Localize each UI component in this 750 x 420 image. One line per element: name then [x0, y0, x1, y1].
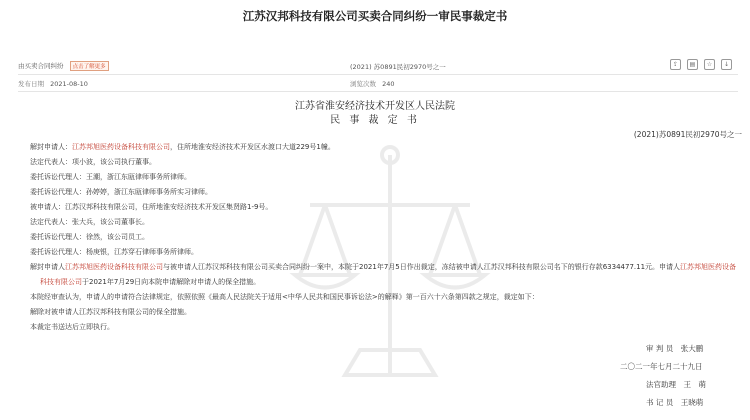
page-title: 江苏汉邦科技有限公司买卖合同纠纷一审民事裁定书	[242, 9, 508, 23]
body-line	[30, 260, 742, 290]
body-line: 本院经审查认为，申请人的申请符合法律规定，依照依照《最高人民法院关于适用<中华人民共和国民事诉讼法>的解释》第一百六十六条第四款之规定，裁定如下：	[30, 293, 539, 301]
toolbar	[670, 59, 732, 70]
body-line: 法定代表人：项小波，该公司执行董事。	[30, 158, 156, 166]
divider	[18, 91, 738, 92]
meta-cause	[18, 61, 109, 71]
meta-case-number	[350, 62, 446, 71]
body-line	[30, 140, 742, 155]
body-text: ，住所地淮安经济技术开发区水渡口大道229号1幢。	[170, 143, 335, 151]
view-count-label: 浏览次数	[350, 79, 376, 88]
publish-date-value: 2021-08-10	[50, 79, 88, 88]
body-line: 解除对被申请人江苏汉邦科技有限公司的保全措施。	[30, 308, 191, 316]
meta-publish-date	[18, 79, 88, 88]
print-icon[interactable]: ▤	[687, 59, 698, 70]
meta-row-cause	[18, 59, 738, 73]
body-text: 与被申请人江苏汉邦科技有限公司买卖合同纠纷一案中，本院于2021年7月5日作出裁定，冻结被申请人江苏汉邦科技有限公司名下的银行存款6334477.11元。申请人	[163, 263, 681, 271]
clerk-signature: 书 记 员 王晓萌	[646, 398, 704, 407]
meta-row-date	[18, 76, 738, 90]
share-icon[interactable]: ⇪	[670, 59, 681, 70]
body-text: 于2021年7月29日向本院申请解除对申请人的保全措施。	[82, 278, 261, 286]
party-highlight[interactable]: 江苏邦旭医药设备科技有限公司	[65, 263, 163, 271]
document-body	[30, 140, 742, 335]
body-text: 解封申请人：	[30, 143, 72, 151]
assistant-signature: 法官助理 王 萌	[646, 380, 706, 389]
meta-case-number-value: (2021) 苏0891民初2970号之一	[350, 62, 446, 71]
body-line: 法定代表人：张大兵，该公司董事长。	[30, 218, 149, 226]
learn-more-tag[interactable]: 点击了解更多	[70, 61, 109, 71]
body-line: 委托诉讼代理人：孙婷婷，浙江东瓯律师事务所实习律师。	[30, 188, 212, 196]
view-count-value: 240	[382, 79, 395, 88]
body-line: 委托诉讼代理人：徐然，该公司员工。	[30, 233, 149, 241]
party-highlight[interactable]: 江苏邦旭医药设备科技有限公司	[72, 143, 170, 151]
ruling-date: 二〇二一年七月二十九日	[620, 362, 703, 371]
body-line: 被申请人：江苏汉邦科技有限公司，住所地淮安经济技术开发区集贤路1-9号。	[30, 203, 273, 211]
meta-cause-value: 由买卖合同纠纷	[18, 62, 64, 70]
meta-view-count	[350, 79, 395, 88]
party-highlight[interactable]: 江苏邦旭医药设备科技有限公司	[40, 263, 737, 286]
body-line: 委托诉讼代理人：王潮，浙江东瓯律师事务所律师。	[30, 173, 191, 181]
download-icon[interactable]: ↓	[721, 59, 732, 70]
body-text: 解封申请人	[30, 263, 65, 271]
divider	[18, 74, 738, 75]
publish-date-label: 发布日期	[18, 79, 44, 88]
judge-signature: 审 判 员 张大鹏	[646, 344, 704, 353]
body-line: 本裁定书送达后立即执行。	[30, 323, 114, 331]
body-line: 委托诉讼代理人：杨庚银，江苏穿石律师事务所律师。	[30, 248, 198, 256]
document-type: 民 事 裁 定 书	[330, 115, 420, 126]
case-number: (2021)苏0891民初2970号之一	[633, 130, 742, 139]
star-icon[interactable]: ☆	[704, 59, 715, 70]
court-name: 江苏省淮安经济技术开发区人民法院	[295, 101, 455, 112]
